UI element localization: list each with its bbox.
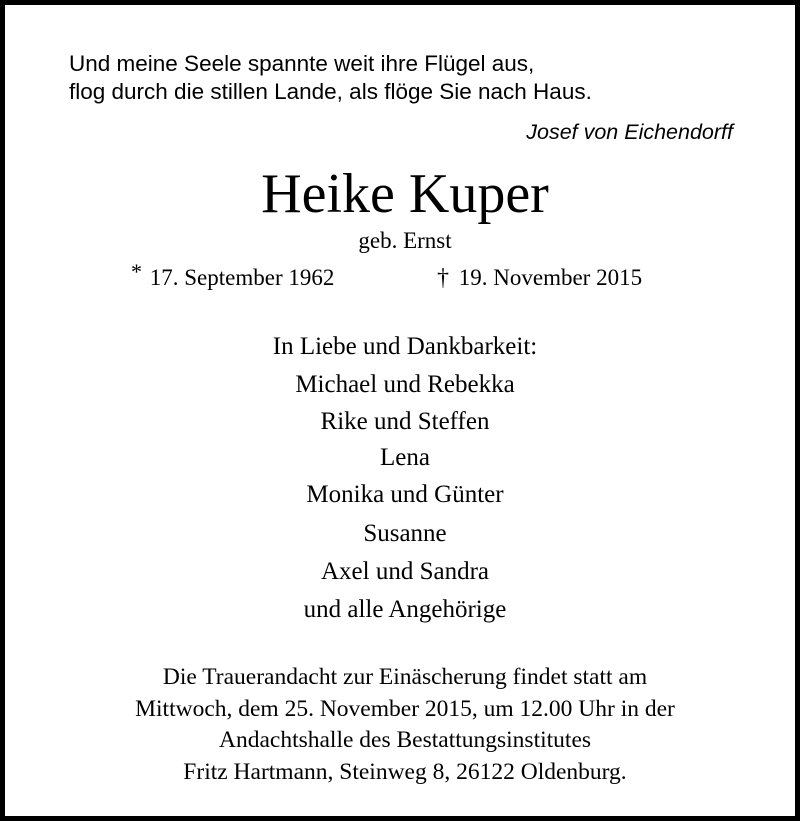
service-line: Andachtshalle des Bestattungsinstitutes [218, 727, 592, 753]
poem-quote [69, 50, 592, 106]
poem-line: flog durch die stillen Lande, als flöge Sie nach Haus. [69, 79, 592, 104]
death-cross-icon: † [437, 265, 449, 291]
poem-author: Josef von Eichendorff [526, 120, 733, 144]
mourner-name: Lena [380, 444, 430, 471]
mourner-name: Monika und Günter [306, 481, 504, 508]
mourners-intro: In Liebe und Dankbarkeit: [272, 333, 538, 360]
service-announcement [5, 662, 800, 788]
mourner-name: Rike und Steffen [320, 408, 490, 435]
birth-star-icon: * [131, 259, 142, 284]
death-date [437, 262, 642, 294]
deceased-name: Heike Kuper [261, 163, 549, 225]
mourner-name: Susanne [363, 520, 447, 547]
mourner-name: und alle Angehörige [303, 596, 507, 623]
mourner-name: Axel und Sandra [320, 558, 490, 585]
mourners-list [5, 328, 800, 629]
maiden-name: geb. Ernst [358, 228, 452, 253]
birth-date-text: 17. September 1962 [149, 265, 335, 290]
death-date-text: 19. November 2015 [458, 265, 643, 290]
mourner-name: Michael und Rebekka [295, 371, 515, 398]
poem-line: Und meine Seele spannte weit ihre Flügel aus, [69, 51, 535, 76]
service-line: Fritz Hartmann, Steinweg 8, 26122 Oldenburg. [183, 758, 627, 785]
service-line: Mittwoch, dem 25. November 2015, um 12.00 Uhr in der [135, 695, 675, 722]
birth-date [131, 259, 335, 294]
service-line: Die Trauerandacht zur Einäscherung findet statt am [162, 664, 648, 690]
